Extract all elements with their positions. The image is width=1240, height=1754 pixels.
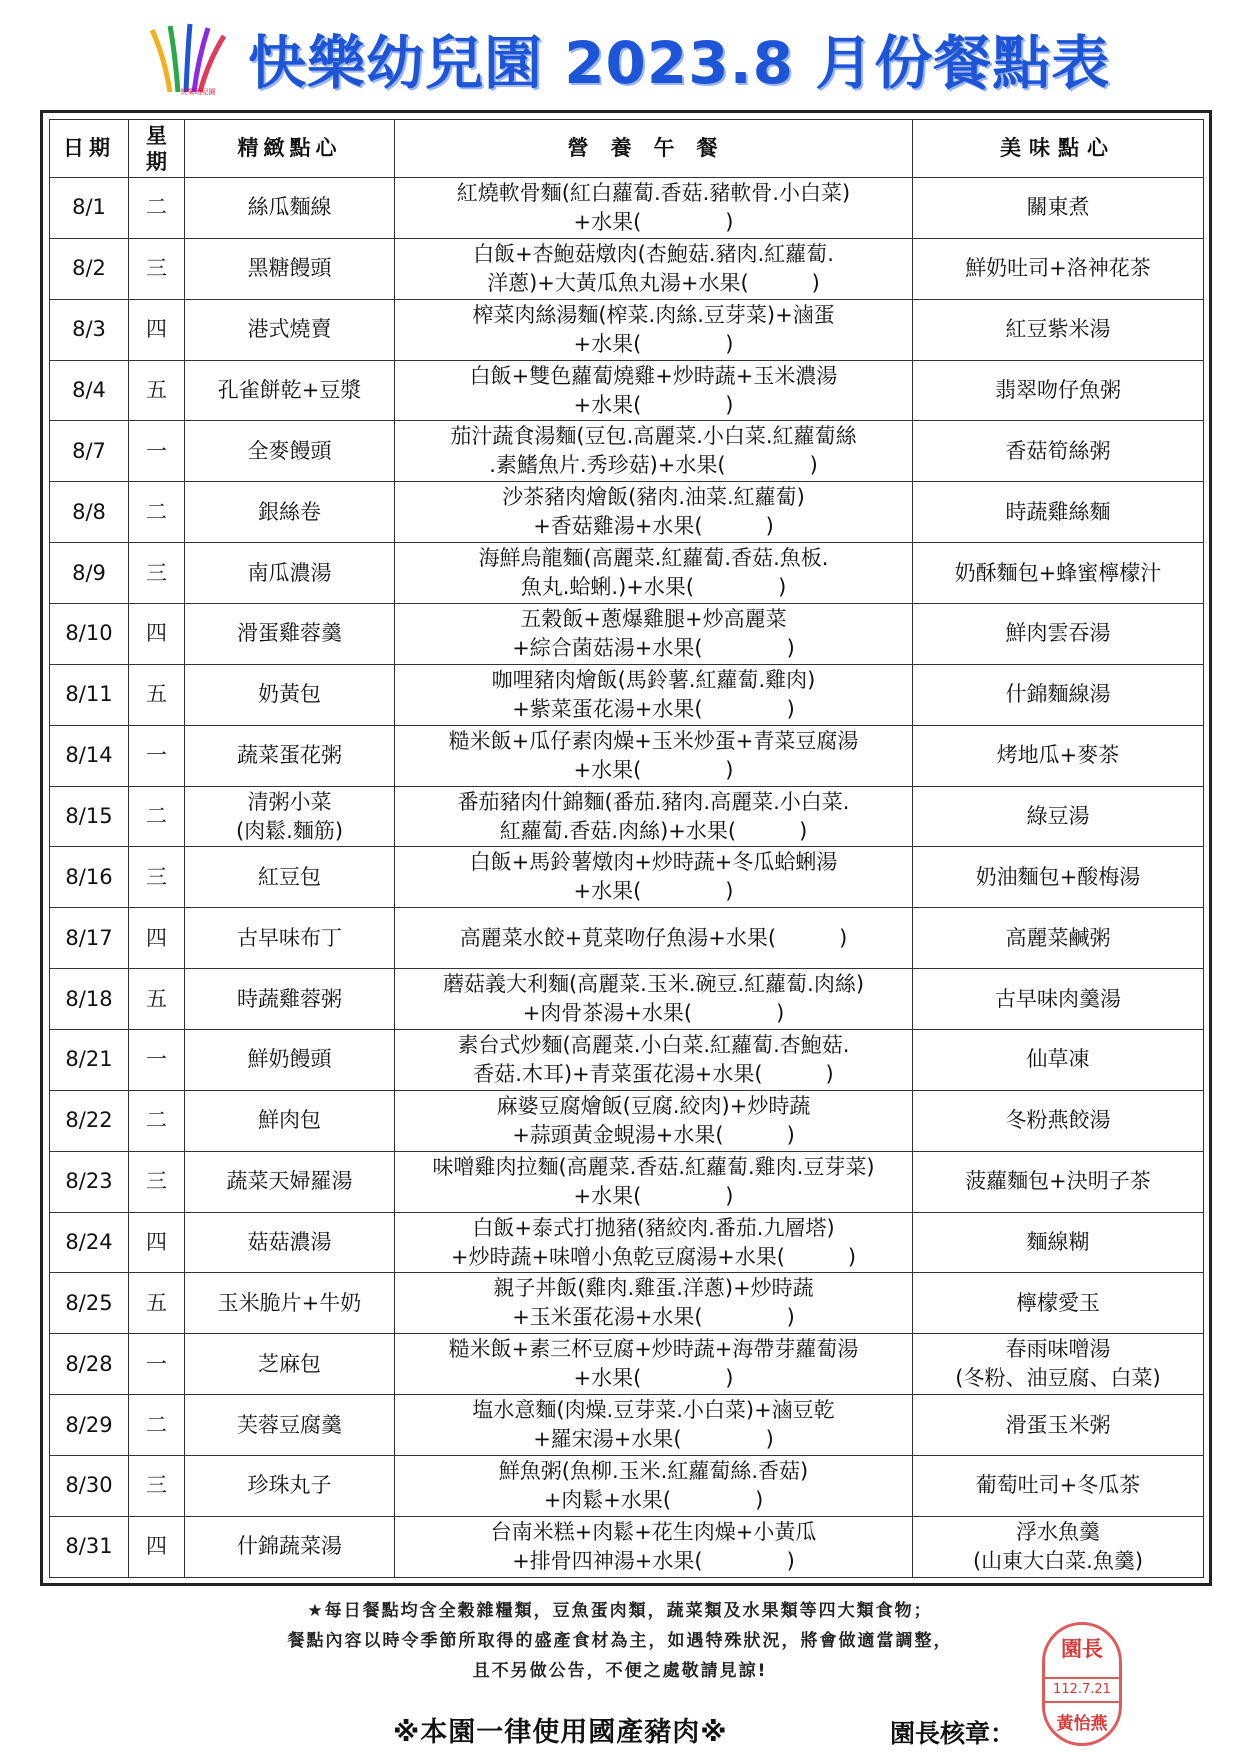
cell-weekday	[129, 1395, 185, 1456]
cell-snack-am	[185, 847, 395, 908]
table-row	[50, 1395, 1204, 1456]
cell-weekday	[129, 421, 185, 482]
table-row	[50, 178, 1204, 239]
cell-lunch	[395, 786, 913, 847]
table-row	[50, 664, 1204, 725]
cell-snack-am-text: 孔雀餅乾+豆漿	[217, 378, 362, 402]
cell-snack-pm-text: 葡萄吐司+冬瓜茶	[975, 1473, 1141, 1498]
cell-snack-pm	[913, 238, 1204, 299]
cell-weekday	[129, 1151, 185, 1212]
cell-date-text: 8/31	[65, 1534, 113, 1559]
cell-snack-pm	[913, 847, 1204, 908]
cell-snack-am-text: 蔬菜天婦羅湯	[226, 1169, 353, 1194]
cell-snack-am	[185, 1516, 395, 1577]
cell-lunch-text: +水果( )	[573, 757, 734, 782]
cell-date	[50, 1334, 129, 1395]
cell-snack-pm-text: 關東煮	[1026, 195, 1090, 220]
cell-lunch-text: 味噌雞肉拉麵(高麗菜.香菇.紅蘿蔔.雞肉.豆芽菜)	[432, 1154, 875, 1179]
cell-lunch-text: 白飯+馬鈴薯燉肉+炒時蔬+冬瓜蛤蜊湯	[469, 850, 838, 875]
cell-snack-am	[185, 1273, 395, 1334]
cell-snack-pm-text: 春雨味噌湯	[1005, 1337, 1111, 1362]
cell-weekday-text: 四	[146, 1534, 167, 1559]
table-row	[50, 1516, 1204, 1577]
cell-snack-am-text: 鮮肉包	[258, 1108, 321, 1133]
cell-weekday	[129, 299, 185, 360]
cell-lunch	[395, 1395, 913, 1456]
cell-lunch-text: +水果( )	[573, 209, 734, 234]
cell-weekday	[129, 178, 185, 239]
cell-snack-am	[185, 543, 395, 604]
cell-lunch	[395, 360, 913, 421]
cell-lunch-text: +水果( )	[573, 392, 734, 417]
cell-date-text: 8/18	[65, 986, 113, 1011]
table-row	[50, 1030, 1204, 1091]
cell-snack-am-text: 銀絲卷	[258, 499, 321, 524]
cell-date	[50, 725, 129, 786]
cell-date	[50, 178, 129, 239]
cell-date	[50, 969, 129, 1030]
cell-lunch-text: 白飯+泰式打拋豬(豬絞肉.番茄.九層塔)	[472, 1215, 835, 1240]
cell-snack-pm-text: 菠蘿麵包+決明子茶	[965, 1169, 1151, 1194]
cell-snack-am-text: 紅豆包	[258, 864, 321, 889]
cell-date	[50, 786, 129, 847]
cell-weekday-text: 四	[146, 317, 167, 342]
cell-snack-am-text: 時蔬雞蓉粥	[237, 986, 342, 1011]
cell-snack-pm-text: (山東大白菜.魚羹)	[972, 1548, 1144, 1573]
cell-lunch	[395, 299, 913, 360]
cell-date	[50, 238, 129, 299]
cell-snack-am	[185, 1334, 395, 1395]
table-row	[50, 908, 1204, 969]
cell-snack-am-text: 珍珠丸子	[247, 1473, 332, 1498]
cell-weekday-text: 二	[146, 1412, 167, 1437]
table-row	[50, 1090, 1204, 1151]
cell-snack-am	[185, 969, 395, 1030]
cell-date	[50, 664, 129, 725]
cell-snack-pm	[913, 1030, 1204, 1091]
cell-lunch-text: +水果( )	[573, 879, 734, 904]
table-row	[50, 847, 1204, 908]
cell-lunch-text: 香菇.木耳)+青菜蛋花湯+水果( )	[473, 1061, 834, 1086]
cell-date	[50, 421, 129, 482]
cell-weekday	[129, 604, 185, 665]
cell-weekday-text: 二	[146, 195, 167, 220]
cell-weekday-text: 二	[146, 499, 167, 524]
cell-snack-pm-text: 高麗菜鹹粥	[1005, 925, 1111, 950]
cell-lunch	[395, 1151, 913, 1212]
cell-date-text: 8/22	[65, 1108, 113, 1133]
cell-weekday-text: 五	[146, 986, 167, 1011]
cell-lunch	[395, 482, 913, 543]
cell-snack-pm	[913, 421, 1204, 482]
cell-lunch-text: +水果( )	[573, 331, 734, 356]
menu-table	[49, 119, 1204, 1578]
cell-lunch-text: 番茄豬肉什錦麵(番茄.豬肉.高麗菜.小白菜.	[457, 789, 850, 814]
cell-date-text: 8/14	[65, 743, 113, 768]
cell-lunch-text: 五穀飯+蔥爆雞腿+炒高麗菜	[520, 606, 787, 631]
cell-snack-pm	[913, 299, 1204, 360]
cell-snack-pm-text: 紅豆紫米湯	[1005, 317, 1111, 342]
cell-snack-am-text: 全麥饅頭	[247, 438, 332, 463]
table-row	[50, 1456, 1204, 1517]
cell-lunch-text: 鮮魚粥(魚柳.玉米.紅蘿蔔絲.香菇)	[498, 1458, 809, 1483]
cell-date	[50, 1090, 129, 1151]
cell-snack-pm	[913, 1151, 1204, 1212]
cell-snack-pm-text: 香菇筍絲粥	[1005, 438, 1111, 463]
cell-lunch	[395, 908, 913, 969]
cell-date	[50, 1030, 129, 1091]
cell-weekday-text: 三	[146, 1473, 167, 1498]
cell-snack-pm	[913, 786, 1204, 847]
cell-lunch	[395, 969, 913, 1030]
cell-lunch	[395, 1334, 913, 1395]
cell-lunch	[395, 1456, 913, 1517]
table-row	[50, 482, 1204, 543]
cell-snack-am	[185, 178, 395, 239]
cell-snack-pm-text: 浮水魚羹	[1016, 1519, 1100, 1544]
cell-snack-pm-text: 什錦麵線湯	[1005, 682, 1111, 707]
cell-lunch-text: 糙米飯+素三杯豆腐+炒時蔬+海帶芽蘿蔔湯	[448, 1337, 859, 1362]
cell-weekday-text: 四	[146, 1230, 167, 1255]
cell-snack-am-text: 滑蛋雞蓉羹	[237, 621, 342, 646]
cell-lunch-text: +肉鬆+水果( )	[543, 1487, 764, 1512]
cell-lunch-text: 魚丸.蛤蜊.)+水果( )	[520, 575, 787, 600]
cell-date-text: 8/16	[65, 864, 113, 889]
cell-weekday-text: 四	[146, 925, 167, 950]
pork-notice: ※本園一律使用國產豬肉※	[393, 1717, 728, 1748]
cell-date-text: 8/1	[72, 195, 106, 220]
header-lunch: 營養午餐	[395, 120, 913, 178]
cell-date-text: 8/3	[72, 317, 106, 342]
cell-lunch-text: .素鰭魚片.秀珍菇)+水果( )	[489, 453, 818, 478]
table-row	[50, 1334, 1204, 1395]
cell-weekday-text: 四	[146, 621, 167, 646]
cell-snack-am	[185, 1395, 395, 1456]
table-row	[50, 238, 1204, 299]
cell-snack-pm-text: 鮮奶吐司+洛神花茶	[965, 256, 1151, 281]
cell-date-text: 8/24	[65, 1230, 113, 1255]
cell-lunch-text: 紅蘿蔔.香菇.肉絲)+水果( )	[499, 818, 808, 843]
cell-snack-am	[185, 786, 395, 847]
cell-snack-pm	[913, 969, 1204, 1030]
approval-label: 園長核章：	[890, 1719, 1016, 1748]
cell-weekday-text: 三	[146, 1169, 167, 1194]
cell-snack-am-text: 鮮奶饅頭	[247, 1047, 332, 1072]
cell-lunch-text: 海鮮烏龍麵(高麗菜.紅蘿蔔.香菇.魚板.	[478, 546, 829, 571]
cell-snack-am-text: 芝麻包	[258, 1351, 321, 1376]
cell-snack-am	[185, 482, 395, 543]
cell-lunch	[395, 1516, 913, 1577]
cell-weekday	[129, 1334, 185, 1395]
cell-snack-pm	[913, 1395, 1204, 1456]
cell-snack-pm-text: 翡翠吻仔魚粥	[995, 378, 1121, 402]
cell-snack-pm	[913, 1334, 1204, 1395]
cell-lunch	[395, 238, 913, 299]
footer-note-3: 且不另做公告，不便之處敬請見諒!	[472, 1661, 768, 1681]
cell-lunch-text: 沙茶豬肉燴飯(豬肉.油菜.紅蘿蔔)	[502, 485, 805, 510]
cell-date	[50, 482, 129, 543]
table-header-row	[50, 120, 1204, 178]
cell-snack-am-text: 港式燒賣	[247, 317, 332, 342]
footer-note-1: ★每日餐點均含全穀雜糧類，豆魚蛋肉類，蔬菜類及水果類等四大類食物；	[307, 1601, 933, 1621]
cell-snack-am-text: 南瓜濃湯	[247, 560, 332, 585]
cell-lunch	[395, 1030, 913, 1091]
cell-snack-am	[185, 1090, 395, 1151]
table-row	[50, 299, 1204, 360]
cell-snack-am-text: 絲瓜麵線	[247, 195, 332, 220]
menu-table-body	[50, 178, 1204, 1578]
cell-weekday-text: 三	[146, 256, 167, 281]
cell-snack-pm-text: 綠豆湯	[1026, 804, 1090, 829]
cell-weekday	[129, 908, 185, 969]
cell-lunch-text: 台南米糕+肉鬆+花生肉燥+小黃瓜	[490, 1519, 817, 1544]
cell-weekday	[129, 543, 185, 604]
cell-lunch-text: 茄汁蔬食湯麵(豆包.高麗菜.小白菜.紅蘿蔔絲	[450, 424, 857, 449]
table-row	[50, 969, 1204, 1030]
cell-snack-pm-text: 仙草凍	[1026, 1047, 1090, 1072]
cell-weekday-text: 二	[146, 1108, 167, 1133]
cell-lunch-text: 高麗菜水餃+莧菜吻仔魚湯+水果( )	[459, 925, 848, 950]
page-title: 快樂幼兒園 2023.8 月份餐點表	[248, 29, 1111, 97]
header-date: 日期	[50, 120, 129, 178]
cell-snack-pm-text: (冬粉、油豆腐、白菜)	[955, 1366, 1161, 1391]
cell-weekday-text: 三	[146, 560, 167, 585]
cell-date	[50, 360, 129, 421]
cell-snack-pm	[913, 1516, 1204, 1577]
cell-lunch-text: +肉骨茶湯+水果( )	[522, 1001, 785, 1026]
cell-date	[50, 1516, 129, 1577]
cell-snack-pm	[913, 1456, 1204, 1517]
cell-lunch	[395, 1090, 913, 1151]
cell-snack-am	[185, 1456, 395, 1517]
cell-weekday-text: 一	[146, 1047, 167, 1072]
cell-weekday-text: 三	[146, 864, 167, 889]
stamp-name: 黃怡燕	[1056, 1714, 1108, 1734]
cell-weekday	[129, 725, 185, 786]
cell-date	[50, 1212, 129, 1273]
cell-weekday-text: 五	[146, 682, 167, 707]
cell-date	[50, 1273, 129, 1334]
cell-lunch	[395, 1212, 913, 1273]
cell-lunch-text: 咖哩豬肉燴飯(馬鈴薯.紅蘿蔔.雞肉)	[491, 667, 816, 692]
cell-lunch-text: +綜合菌菇湯+水果( )	[512, 635, 795, 660]
cell-snack-am	[185, 1030, 395, 1091]
cell-snack-am	[185, 360, 395, 421]
cell-lunch-text: 蘑菇義大利麵(高麗菜.玉米.碗豆.紅蘿蔔.肉絲)	[442, 972, 865, 997]
cell-snack-pm-text: 奶油麵包+酸梅湯	[975, 864, 1141, 889]
cell-weekday	[129, 1456, 185, 1517]
cell-snack-am	[185, 421, 395, 482]
cell-snack-pm-text: 時蔬雞絲麵	[1005, 499, 1111, 524]
cell-lunch	[395, 847, 913, 908]
cell-snack-am	[185, 604, 395, 665]
cell-date-text: 8/15	[65, 804, 113, 829]
cell-weekday	[129, 1516, 185, 1577]
cell-lunch	[395, 664, 913, 725]
cell-snack-pm	[913, 725, 1204, 786]
cell-date-text: 8/17	[65, 925, 113, 950]
cell-snack-pm	[913, 1273, 1204, 1334]
cell-snack-pm	[913, 1090, 1204, 1151]
cell-snack-pm-text: 冬粉燕餃湯	[1005, 1108, 1111, 1133]
cell-weekday	[129, 1030, 185, 1091]
cell-snack-am-text: 奶黃包	[258, 682, 321, 707]
cell-snack-pm	[913, 1212, 1204, 1273]
cell-lunch-text: +蒜頭黃金蜆湯+水果( )	[512, 1122, 795, 1147]
cell-snack-pm-text: 檸檬愛玉	[1016, 1290, 1100, 1315]
cell-weekday	[129, 1212, 185, 1273]
cell-weekday-text: 一	[146, 438, 167, 463]
cell-lunch	[395, 543, 913, 604]
cell-snack-am	[185, 725, 395, 786]
cell-date-text: 8/2	[72, 256, 106, 281]
cell-snack-pm-text: 麵線糊	[1026, 1230, 1090, 1255]
table-row	[50, 1151, 1204, 1212]
cell-weekday	[129, 847, 185, 908]
cell-snack-pm	[913, 360, 1204, 421]
table-row	[50, 543, 1204, 604]
cell-snack-pm	[913, 543, 1204, 604]
cell-date-text: 8/28	[65, 1351, 113, 1376]
cell-weekday-text: 五	[146, 1290, 167, 1315]
cell-lunch-text: 親子丼飯(雞肉.雞蛋.洋蔥)+炒時蔬	[493, 1276, 814, 1301]
cell-weekday	[129, 1090, 185, 1151]
cell-weekday	[129, 238, 185, 299]
cell-snack-pm	[913, 604, 1204, 665]
stamp-title: 園長	[1061, 1637, 1103, 1661]
cell-date-text: 8/8	[72, 499, 106, 524]
cell-date-text: 8/30	[65, 1473, 113, 1498]
table-row	[50, 786, 1204, 847]
cell-snack-pm-text: 滑蛋玉米粥	[1005, 1412, 1111, 1437]
cell-snack-am-text: 什錦蔬菜湯	[237, 1534, 342, 1559]
cell-snack-pm	[913, 482, 1204, 543]
cell-weekday-text: 五	[146, 378, 167, 402]
cell-lunch	[395, 421, 913, 482]
cell-weekday	[129, 482, 185, 543]
cell-snack-am	[185, 908, 395, 969]
cell-snack-pm	[913, 908, 1204, 969]
cell-lunch	[395, 725, 913, 786]
table-row	[50, 1212, 1204, 1273]
menu-table-frame	[40, 110, 1212, 1586]
cell-lunch-text: +紫菜蛋花湯+水果( )	[512, 696, 795, 721]
cell-snack-am-text: 黑糖饅頭	[247, 256, 332, 281]
cell-date-text: 8/29	[65, 1412, 113, 1437]
cell-lunch-text: 素台式炒麵(高麗菜.小白菜.紅蘿蔔.杏鮑菇.	[457, 1032, 850, 1057]
cell-snack-am	[185, 1212, 395, 1273]
cell-snack-am	[185, 1151, 395, 1212]
header-snack-am: 精緻點心	[185, 120, 395, 178]
cell-lunch-text: +羅宋湯+水果( )	[533, 1427, 774, 1452]
cell-date	[50, 908, 129, 969]
cell-weekday	[129, 786, 185, 847]
cell-lunch-text: +排骨四神湯+水果( )	[512, 1548, 795, 1573]
footer-note-2: 餐點內容以時令季節所取得的盛產食材為主，如遇特殊狀況，將會做適當調整，	[287, 1631, 953, 1651]
cell-weekday	[129, 969, 185, 1030]
cell-lunch-text: 塩水意麵(肉燥.豆芽菜.小白菜)+滷豆乾	[472, 1398, 835, 1423]
cell-date	[50, 543, 129, 604]
cell-snack-am-text: 古早味布丁	[237, 925, 342, 950]
cell-date	[50, 1151, 129, 1212]
table-row	[50, 421, 1204, 482]
cell-date-text: 8/10	[65, 621, 113, 646]
cell-snack-pm-text: 古早味肉羹湯	[995, 986, 1121, 1011]
cell-snack-am-text: 菇菇濃湯	[247, 1230, 332, 1255]
cell-snack-am	[185, 664, 395, 725]
cell-lunch-text: +水果( )	[573, 1183, 734, 1208]
cell-lunch-text: 洋蔥)+大黃瓜魚丸湯+水果( )	[487, 270, 820, 295]
cell-snack-am-text: 蔬菜蛋花粥	[237, 743, 342, 768]
cell-weekday	[129, 664, 185, 725]
table-row	[50, 604, 1204, 665]
cell-lunch-text: +香菇雞湯+水果( )	[533, 514, 774, 539]
cell-lunch-text: 白飯+杏鮑菇燉肉(杏鮑菇.豬肉.紅蘿蔔.	[473, 241, 834, 266]
table-row	[50, 360, 1204, 421]
cell-snack-pm-text: 烤地瓜+麥茶	[996, 743, 1120, 768]
cell-lunch-text: 白飯+雙色蘿蔔燒雞+炒時蔬+玉米濃湯	[469, 363, 838, 388]
cell-date	[50, 604, 129, 665]
cell-snack-pm-text: 鮮肉雲吞湯	[1005, 621, 1111, 646]
cell-weekday-text: 一	[146, 743, 167, 768]
table-row	[50, 1273, 1204, 1334]
cell-date-text: 8/21	[65, 1047, 113, 1072]
cell-weekday	[129, 1273, 185, 1334]
cell-date-text: 8/9	[72, 560, 106, 585]
cell-lunch-text: +玉米蛋花湯+水果( )	[512, 1305, 795, 1330]
cell-snack-am-text: 芙蓉豆腐羹	[237, 1412, 342, 1437]
header-snack-pm: 美味點心	[913, 120, 1204, 178]
cell-lunch-text: 糙米飯+瓜仔素肉燥+玉米炒蛋+青菜豆腐湯	[448, 728, 859, 753]
cell-lunch-text: 紅燒軟骨麵(紅白蘿蔔.香菇.豬軟骨.小白菜)	[456, 180, 851, 205]
stamp-date: 112.7.21	[1045, 1677, 1119, 1703]
cell-weekday-text: 二	[146, 804, 167, 829]
cell-lunch	[395, 178, 913, 239]
cell-date	[50, 299, 129, 360]
cell-date-text: 8/23	[65, 1169, 113, 1194]
cell-lunch-text: 榨菜肉絲湯麵(榨菜.肉絲.豆芽菜)+滷蛋	[472, 302, 835, 327]
cell-date	[50, 1395, 129, 1456]
cell-date-text: 8/4	[72, 378, 106, 402]
cell-lunch	[395, 1273, 913, 1334]
table-row	[50, 725, 1204, 786]
logo-caption: 快樂幼兒園	[180, 88, 216, 96]
cell-snack-am	[185, 238, 395, 299]
cell-lunch-text: 麻婆豆腐燴飯(豆腐.絞肉)+炒時蔬	[496, 1093, 811, 1118]
cell-snack-pm	[913, 178, 1204, 239]
cell-weekday	[129, 360, 185, 421]
cell-date-text: 8/25	[65, 1290, 113, 1315]
cell-lunch	[395, 604, 913, 665]
cell-snack-am-text: 清粥小菜 (肉鬆.麵筋)	[235, 789, 344, 843]
cell-lunch-text: +水果( )	[573, 1366, 734, 1391]
cell-date	[50, 847, 129, 908]
cell-date	[50, 1456, 129, 1517]
cell-weekday-text: 一	[146, 1351, 167, 1376]
cell-snack-am	[185, 299, 395, 360]
director-stamp	[1042, 1622, 1122, 1746]
cell-lunch-text: +炒時蔬+味噌小魚乾豆腐湯+水果( )	[450, 1244, 857, 1269]
cell-snack-am-text: 玉米脆片+牛奶	[217, 1290, 362, 1315]
cell-snack-pm	[913, 664, 1204, 725]
header-weekday: 星期	[129, 120, 185, 178]
cell-date-text: 8/11	[65, 682, 113, 707]
page-header	[0, 0, 1240, 110]
cell-snack-pm-text: 奶酥麵包+蜂蜜檸檬汁	[954, 560, 1162, 585]
cell-date-text: 8/7	[72, 438, 106, 463]
